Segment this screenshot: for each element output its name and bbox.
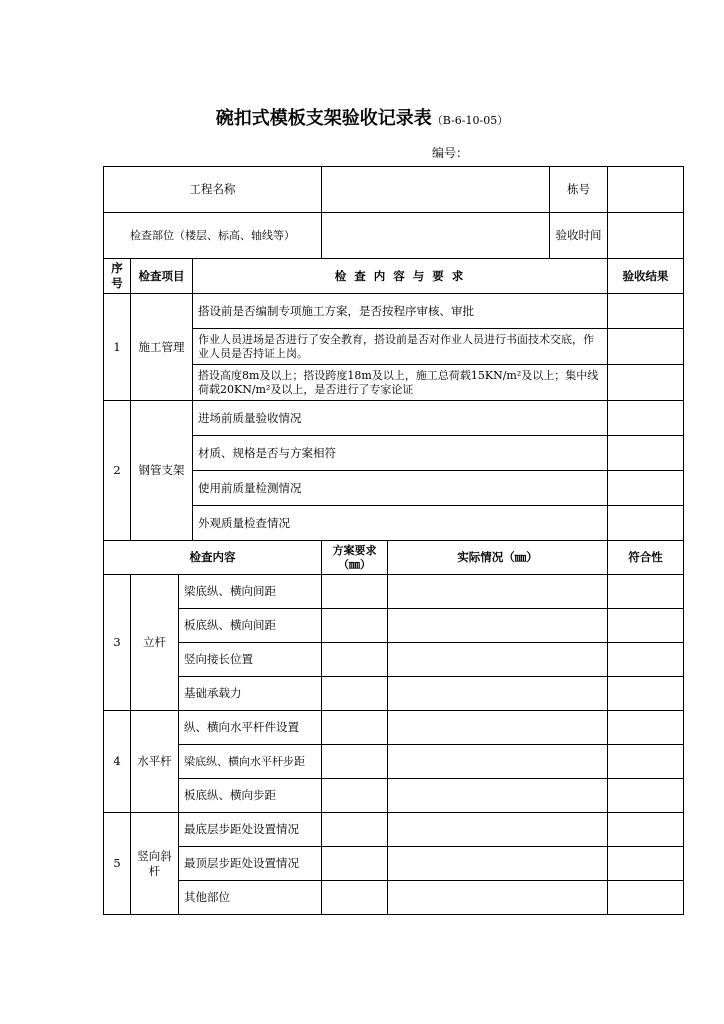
table-row [104,813,684,847]
plan-field[interactable] [322,575,388,609]
content-cell: 材质、规格是否与方案相符 [193,436,608,471]
conformity-field[interactable] [608,643,684,677]
plan-field[interactable] [322,711,388,745]
seq-cell: 5 [104,813,131,915]
section2-header [104,541,684,575]
info-row-location [104,213,684,259]
accept-time-field[interactable] [608,213,684,259]
table-row [104,677,684,711]
check-content-header: 检查内容 [104,541,322,575]
content-header: 检 查 内 容 与 要 求 [193,259,608,294]
seq-cell: 1 [104,294,131,401]
conformity-header: 符合性 [608,541,684,575]
project-name-label: 工程名称 [104,167,322,213]
content-cell: 其他部位 [179,881,322,915]
table-row [104,575,684,609]
item-cell: 钢管支架 [131,401,193,541]
result-field[interactable] [608,506,684,541]
plan-field[interactable] [322,779,388,813]
seq-header: 序号 [104,259,131,294]
seq-cell: 2 [104,401,131,541]
section1-header [104,259,684,294]
seq-cell: 3 [104,575,131,711]
conformity-field[interactable] [608,779,684,813]
conformity-field[interactable] [608,745,684,779]
content-cell: 最底层步距处设置情况 [179,813,322,847]
plan-field[interactable] [322,643,388,677]
content-cell: 最顶层步距处设置情况 [179,847,322,881]
item-cell: 立杆 [131,575,179,711]
content-cell: 进场前质量验收情况 [193,401,608,436]
content-cell: 搭设前是否编制专项施工方案，是否按程序审核、审批 [193,294,608,329]
table-row [104,881,684,915]
table-row [104,711,684,745]
accept-time-label: 验收时间 [550,213,608,259]
result-field[interactable] [608,329,684,365]
table-row [104,779,684,813]
actual-field[interactable] [388,813,608,847]
plan-field[interactable] [322,881,388,915]
content-cell: 梁底纵、横向间距 [179,575,322,609]
content-cell: 板底纵、横向步距 [179,779,322,813]
actual-field[interactable] [388,847,608,881]
content-cell: 竖向接长位置 [179,643,322,677]
project-name-field[interactable] [322,167,550,213]
result-header: 验收结果 [608,259,684,294]
content-cell: 外观质量检查情况 [193,506,608,541]
conformity-field[interactable] [608,813,684,847]
form-title-block [0,104,724,130]
actual-field[interactable] [388,779,608,813]
conformity-field[interactable] [608,677,684,711]
actual-field[interactable] [388,711,608,745]
item-cell: 竖向斜杆 [131,813,179,915]
plan-field[interactable] [322,609,388,643]
result-field[interactable] [608,471,684,506]
content-cell: 基础承载力 [179,677,322,711]
actual-field[interactable] [388,881,608,915]
result-field[interactable] [608,365,684,401]
actual-field[interactable] [388,575,608,609]
item-header: 检查项目 [131,259,193,294]
plan-field[interactable] [322,847,388,881]
content-cell: 纵、横向水平杆件设置 [179,711,322,745]
table-row [104,294,684,329]
actual-field[interactable] [388,677,608,711]
actual-field[interactable] [388,609,608,643]
inspect-location-label: 检查部位（楼层、标高、轴线等） [104,213,322,259]
table-row [104,401,684,436]
content-cell: 板底纵、横向间距 [179,609,322,643]
seq-cell: 4 [104,711,131,813]
table-row [104,847,684,881]
conformity-field[interactable] [608,847,684,881]
form-title: 碗扣式模板支架验收记录表 [215,108,432,129]
item-cell: 水平杆 [131,711,179,813]
content-cell: 搭设高度8m及以上；搭设跨度18m及以上，施工总荷载15KN/m²及以上；集中线荷载20KN/m²及以上，是否进行了专家论证 [193,365,608,401]
building-no-field[interactable] [608,167,684,213]
actual-situation-header: 实际情况（㎜） [388,541,608,575]
table-row [104,745,684,779]
result-field[interactable] [608,401,684,436]
table-row [104,643,684,677]
conformity-field[interactable] [608,609,684,643]
actual-field[interactable] [388,643,608,677]
form-code: （B-6-10-05） [431,114,509,127]
result-field[interactable] [608,294,684,329]
conformity-field[interactable] [608,575,684,609]
conformity-field[interactable] [608,711,684,745]
serial-number-label: 编号： [432,146,469,160]
content-cell: 使用前质量检测情况 [193,471,608,506]
plan-field[interactable] [322,677,388,711]
content-cell: 作业人员进场是否进行了安全教育，搭设前是否对作业人员进行书面技术交底，作业人员是否持证上岗。 [193,329,608,365]
plan-field[interactable] [322,745,388,779]
plan-field[interactable] [322,813,388,847]
conformity-field[interactable] [608,881,684,915]
info-row-project [104,167,684,213]
acceptance-record-table [103,166,684,915]
inspect-location-field[interactable] [322,213,550,259]
content-cell: 梁底纵、横向水平杆步距 [179,745,322,779]
actual-field[interactable] [388,745,608,779]
result-field[interactable] [608,436,684,471]
item-cell: 施工管理 [131,294,193,401]
table-row [104,609,684,643]
building-no-label: 栋号 [550,167,608,213]
plan-requirement-header: 方案要求（㎜） [322,541,388,575]
